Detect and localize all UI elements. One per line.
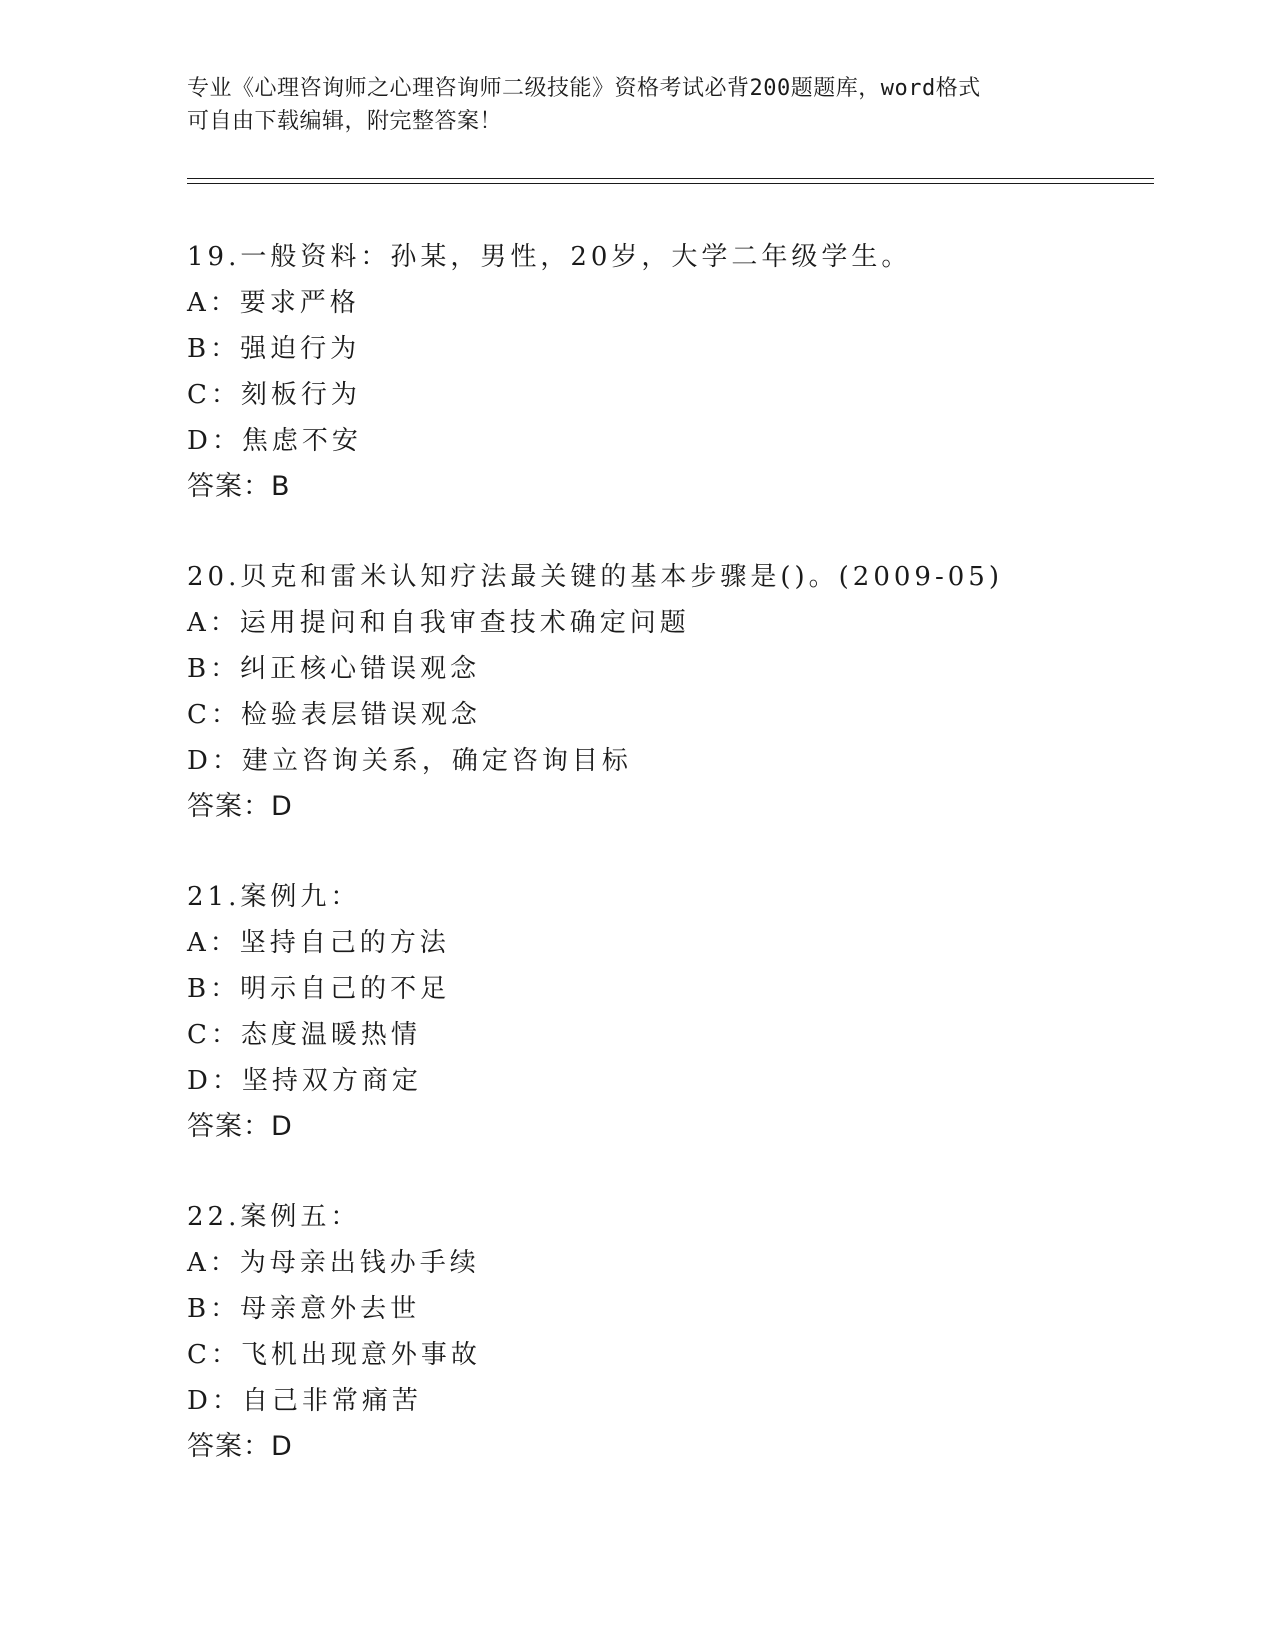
option-b: B：明示自己的不足 bbox=[187, 974, 451, 1004]
option-c: C：飞机出现意外事故 bbox=[187, 1340, 481, 1370]
option-d: D：焦虑不安 bbox=[187, 426, 362, 456]
option-b: B：母亲意外去世 bbox=[187, 1294, 421, 1324]
option-c: C：刻板行为 bbox=[187, 380, 361, 410]
answer: 答案：D bbox=[187, 791, 293, 822]
option-a: A：要求严格 bbox=[187, 288, 360, 318]
option-a: A：坚持自己的方法 bbox=[187, 928, 450, 958]
question-22 bbox=[187, 1194, 481, 1470]
answer: 答案：B bbox=[187, 471, 291, 502]
question-20 bbox=[187, 554, 1003, 830]
answer: 答案：D bbox=[187, 1111, 293, 1142]
option-c: C：检验表层错误观念 bbox=[187, 700, 481, 730]
option-d: D：坚持双方商定 bbox=[187, 1066, 422, 1096]
question-stem: 22.案例五： bbox=[187, 1202, 361, 1232]
header-line-1: 专业《心理咨询师之心理咨询师二级技能》资格考试必背200题题库，word格式 bbox=[187, 76, 981, 101]
question-stem: 19.一般资料：孙某，男性，20岁，大学二年级学生。 bbox=[187, 242, 912, 272]
option-d: D：建立咨询关系，确定咨询目标 bbox=[187, 746, 632, 776]
question-stem: 21.案例九： bbox=[187, 882, 361, 912]
option-a: A：为母亲出钱办手续 bbox=[187, 1248, 480, 1278]
question-stem: 20.贝克和雷米认知疗法最关键的基本步骤是()。(2009-05) bbox=[187, 562, 1003, 592]
header-line-2: 可自由下载编辑，附完整答案！ bbox=[187, 109, 503, 134]
header-divider-top bbox=[187, 178, 1154, 179]
option-d: D：自己非常痛苦 bbox=[187, 1386, 422, 1416]
answer: 答案：D bbox=[187, 1431, 293, 1462]
document-header bbox=[187, 72, 1087, 138]
question-21 bbox=[187, 874, 450, 1150]
option-a: A：运用提问和自我审查技术确定问题 bbox=[187, 608, 690, 638]
option-b: B：强迫行为 bbox=[187, 334, 361, 364]
header-divider-bottom bbox=[187, 183, 1154, 184]
question-19 bbox=[187, 234, 911, 510]
option-c: C：态度温暖热情 bbox=[187, 1020, 421, 1050]
option-b: B：纠正核心错误观念 bbox=[187, 654, 481, 684]
